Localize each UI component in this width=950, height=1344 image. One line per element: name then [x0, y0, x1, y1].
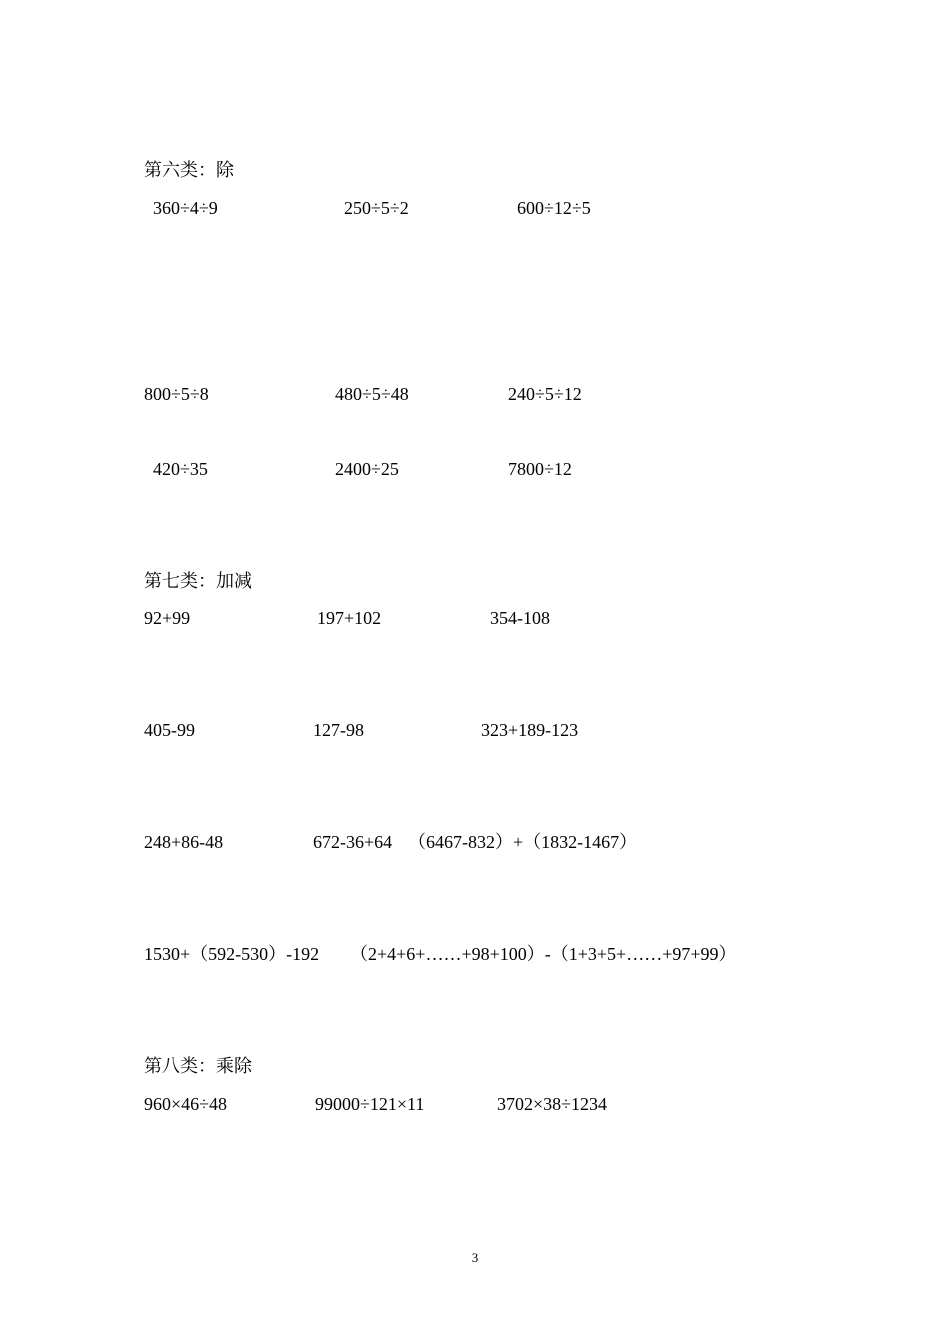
problem: （6467-832）+（1832-1467）: [408, 832, 638, 852]
problem: 7800÷12: [508, 459, 572, 479]
problem: 480÷5÷48: [335, 384, 409, 404]
problem: 127-98: [313, 720, 364, 740]
page-number: 3: [471, 1250, 479, 1265]
problem: 800÷5÷8: [144, 384, 209, 404]
problem: 354-108: [490, 608, 550, 628]
problem: 250÷5÷2: [344, 198, 409, 218]
problem: 3702×38÷1234: [497, 1094, 608, 1114]
problem: 240÷5÷12: [508, 384, 582, 404]
problem: （2+4+6+……+98+100）-（1+3+5+……+97+99）: [350, 944, 737, 964]
problem: 1530+（592-530）-192: [144, 944, 320, 964]
section-heading-multiply-divide: 第八类：乘除: [144, 1056, 252, 1076]
section-heading-division: 第六类：除: [144, 160, 234, 180]
problem: 960×46÷48: [144, 1094, 228, 1114]
problem: 672-36+64: [313, 832, 393, 852]
problem: 323+189-123: [481, 720, 579, 740]
problem: 2400÷25: [335, 459, 399, 479]
problem: 420÷35: [153, 459, 208, 479]
problem: 360÷4÷9: [153, 198, 218, 218]
section-heading-add-subtract: 第七类：加减: [144, 571, 252, 591]
problem: 405-99: [144, 720, 195, 740]
problem: 197+102: [317, 608, 382, 628]
problem: 248+86-48: [144, 832, 224, 852]
problem: 92+99: [144, 608, 191, 628]
problem: 600÷12÷5: [517, 198, 591, 218]
problem: 99000÷121×11: [315, 1094, 425, 1114]
